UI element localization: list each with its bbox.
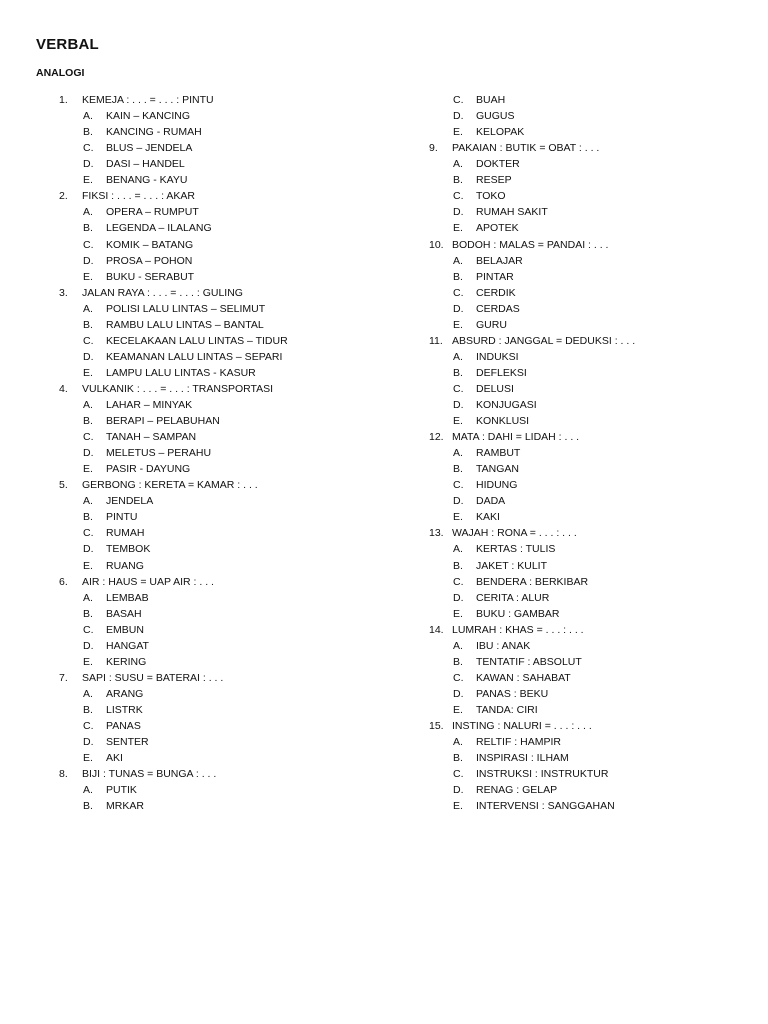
option-letter: A. [83,302,93,315]
question-text: BIJI : TUNAS = BUNGA : . . . [82,768,217,781]
option-text: RELTIF : HAMPIR [476,736,561,748]
option-text: PROSA – POHON [106,254,193,267]
option-letter: D. [453,591,464,604]
option-text: KAWAN : SAHABAT [476,671,571,684]
question-text: PAKAIAN : BUTIK = OBAT : . . . [452,142,600,155]
option-text: INSPIRASI : ILHAM [476,752,569,765]
option-text: DEFLEKSI [476,366,527,379]
option-letter: E. [83,655,93,668]
option-text: TOKO [476,190,506,203]
option-text: KONKLUSI [476,415,530,427]
option-text: KANCING - RUMAH [106,126,202,139]
option-letter: C. [83,334,94,347]
question-number: 2. [59,190,68,203]
question-number: 3. [59,286,68,299]
question-text: ABSURD : JANGGAL = DEDUKSI : . . . [452,334,636,347]
option-letter: D. [83,543,94,556]
option-letter: B. [453,463,463,476]
option-letter: A. [83,591,93,604]
option-text: PINTAR [476,270,514,283]
option-letter: A. [83,206,93,219]
option-letter: B. [453,655,463,668]
option-letter: E. [453,800,463,813]
option-text: GUGUS [476,110,515,122]
option-text: LEMBAB [106,591,149,604]
question-text: FIKSI : . . . = . . . : AKAR [82,190,195,203]
option-letter: D. [453,495,464,508]
option-letter: B. [453,559,463,572]
option-letter: E. [453,126,463,139]
option-letter: E. [83,463,93,476]
option-text: HANGAT [106,639,149,652]
option-letter: A. [83,110,93,122]
option-letter: C. [83,431,94,444]
option-letter: D. [453,110,464,122]
option-letter: A. [453,639,463,652]
option-text: DOKTER [476,158,520,171]
option-letter: D. [83,639,94,652]
option-letter: B. [83,126,93,139]
option-letter: B. [83,607,93,620]
option-text: BUAH [476,94,506,106]
question-number: 8. [59,768,68,781]
option-letter: D. [83,158,94,171]
option-text: ARANG [106,687,144,700]
question-text: JALAN RAYA : . . . = . . . : GULING [82,286,243,299]
option-letter: E. [453,607,463,620]
option-letter: C. [453,479,464,492]
option-text: BERAPI – PELABUHAN [106,415,220,427]
option-letter: C. [453,94,464,106]
option-text: DASI – HANDEL [106,158,185,171]
option-letter: C. [83,720,94,732]
option-letter: C. [83,142,94,155]
option-text: KAIN – KANCING [106,110,191,122]
option-text: DADA [476,495,506,508]
option-text: LAHAR – MINYAK [106,398,193,411]
option-letter: B. [83,415,93,427]
question-number: 10. [429,238,444,251]
option-letter: E. [453,703,463,716]
option-letter: E. [83,559,93,572]
option-text: KONJUGASI [476,398,537,411]
option-text: GURU [476,318,507,331]
option-text: BUKU - SERABUT [106,270,195,283]
question-number: 15. [429,720,444,732]
option-text: TENTATIF : ABSOLUT [476,655,582,668]
option-letter: B. [83,318,93,331]
option-letter: A. [453,254,463,267]
question-text: LUMRAH : KHAS = . . . : . . . [452,623,584,636]
option-letter: C. [453,768,464,781]
option-letter: D. [83,736,94,748]
option-text: INSTRUKSI : INSTRUKTUR [476,768,609,781]
option-letter: E. [453,222,463,235]
option-text: SENTER [106,736,149,748]
option-text: BENANG - KAYU [106,174,188,187]
option-text: POLISI LALU LINTAS – SELIMUT [106,302,266,315]
option-letter: A. [83,495,93,508]
option-letter: C. [453,190,464,203]
option-text: KAKI [476,511,500,524]
option-text: KOMIK – BATANG [106,238,194,251]
option-letter: A. [453,543,463,556]
option-letter: C. [453,382,464,395]
option-text: BLUS – JENDELA [106,142,193,155]
question-text: WAJAH : RONA = . . . : . . . [452,527,577,540]
option-text: AKI [106,752,123,765]
question-text: GERBONG : KERETA = KAMAR : . . . [82,479,258,492]
option-letter: C. [83,238,94,251]
option-text: IBU : ANAK [476,639,531,652]
option-letter: A. [453,447,463,460]
option-letter: D. [453,784,464,797]
option-text: KEAMANAN LALU LINTAS – SEPARI [106,350,283,363]
option-text: HIDUNG [476,479,518,492]
question-number: 5. [59,479,68,492]
option-text: BASAH [106,607,142,620]
option-text: INDUKSI [476,350,519,363]
option-text: RUMAH [106,527,145,540]
option-letter: D. [453,206,464,219]
option-text: MRKAR [106,800,144,813]
option-letter: A. [83,784,93,797]
question-number: 9. [429,142,438,155]
option-letter: A. [453,158,463,171]
option-text: TANGAN [476,463,519,476]
option-letter: C. [83,527,94,540]
option-text: LAMPU LALU LINTAS - KASUR [106,366,256,379]
option-letter: D. [83,447,94,460]
option-text: RAMBUT [476,447,521,460]
option-letter: B. [453,366,463,379]
option-letter: A. [83,398,93,411]
option-letter: E. [83,366,93,379]
option-letter: C. [83,623,94,636]
option-letter: A. [453,350,463,363]
section-heading: ANALOGI [36,67,85,79]
question-number: 4. [59,382,68,395]
option-text: TEMBOK [106,543,151,556]
question-text: BODOH : MALAS = PANDAI : . . . [452,238,609,251]
option-text: DELUSI [476,382,514,395]
question-number: 14. [429,623,444,636]
option-text: KELOPAK [476,126,525,139]
option-text: CERDAS [476,302,520,315]
question-text: KEMEJA : . . . = . . . : PINTU [82,94,214,106]
option-text: BENDERA : BERKIBAR [476,575,589,588]
option-letter: B. [83,222,93,235]
option-text: RESEP [476,174,512,187]
option-letter: B. [83,703,93,716]
option-text: LEGENDA – ILALANG [106,222,212,235]
question-text: AIR : HAUS = UAP AIR : . . . [82,575,214,588]
question-number: 1. [59,94,68,106]
option-text: BUKU : GAMBAR [476,607,560,620]
option-text: PUTIK [106,784,137,797]
question-number: 12. [429,431,444,444]
option-letter: C. [453,671,464,684]
option-letter: A. [453,736,463,748]
option-text: TANDA: CIRI [476,703,538,716]
option-text: KERTAS : TULIS [476,543,556,556]
option-letter: B. [453,174,463,187]
option-text: RAMBU LALU LINTAS – BANTAL [106,318,264,331]
option-text: INTERVENSI : SANGGAHAN [476,800,615,813]
question-text: MATA : DAHI = LIDAH : . . . [452,431,580,444]
question-text: VULKANIK : . . . = . . . : TRANSPORTASI [82,382,274,395]
question-number: 7. [59,671,68,684]
option-letter: A. [83,687,93,700]
option-text: EMBUN [106,623,144,636]
option-text: PASIR - DAYUNG [106,463,191,476]
option-letter: D. [453,687,464,700]
option-text: JAKET : KULIT [476,559,547,572]
option-letter: B. [83,800,93,813]
option-letter: B. [453,752,463,765]
option-text: BELAJAR [476,254,523,267]
option-letter: D. [83,350,94,363]
question-number: 6. [59,575,68,588]
option-letter: E. [83,752,93,765]
option-text: PANAS [106,720,141,732]
option-text: RENAG : GELAP [476,784,558,797]
option-text: APOTEK [476,222,519,235]
option-text: PANAS : BEKU [476,687,549,700]
option-text: MELETUS – PERAHU [106,447,212,460]
option-letter: E. [83,270,93,283]
option-letter: E. [453,318,463,331]
option-letter: D. [453,398,464,411]
option-letter: C. [453,286,464,299]
option-text: KECELAKAAN LALU LINTAS – TIDUR [106,334,288,347]
option-letter: B. [83,511,93,524]
page-title: VERBAL [36,36,99,53]
option-text: PINTU [106,511,138,524]
option-text: KERING [106,655,147,668]
option-letter: D. [453,302,464,315]
option-text: LISTRK [106,703,143,716]
option-letter: E. [453,415,463,427]
question-number: 11. [429,334,443,347]
option-letter: B. [453,270,463,283]
option-text: JENDELA [106,495,154,508]
option-letter: C. [453,575,464,588]
option-letter: E. [453,511,463,524]
question-text: INSTING : NALURI = . . . : . . . [452,720,592,732]
option-text: CERITA : ALUR [476,591,550,604]
question-number: 13. [429,527,444,540]
option-text: RUANG [106,559,144,572]
option-text: OPERA – RUMPUT [106,206,199,219]
option-letter: E. [83,174,93,187]
option-text: CERDIK [476,286,516,299]
question-text: SAPI : SUSU = BATERAI : . . . [82,671,224,684]
option-letter: D. [83,254,94,267]
option-text: RUMAH SAKIT [476,206,548,219]
option-text: TANAH – SAMPAN [106,431,197,444]
